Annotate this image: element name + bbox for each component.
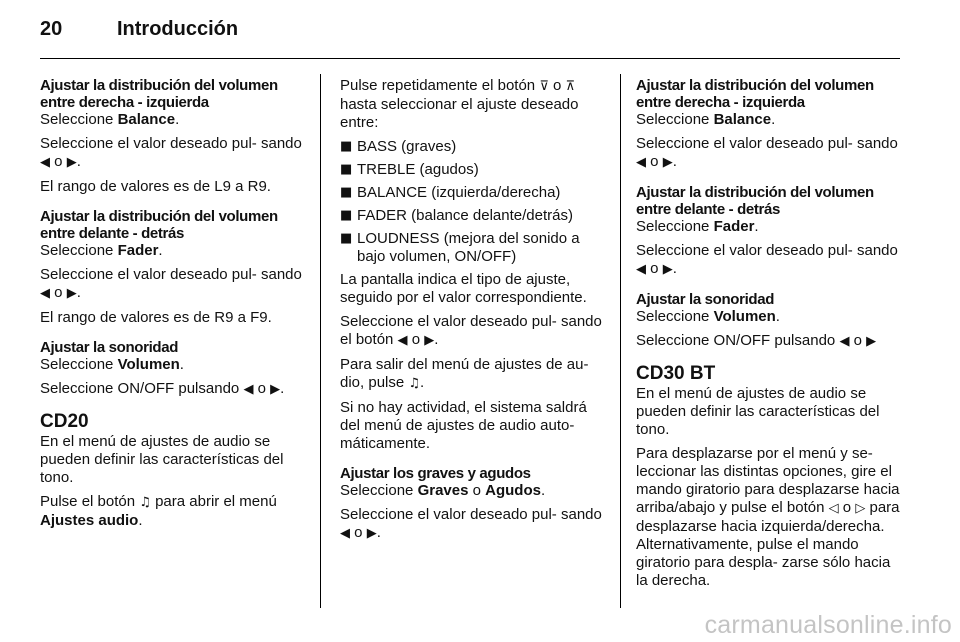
list-item: ■ FADER (balance delante/detrás) — [340, 207, 573, 224]
page-number: 20 — [40, 18, 63, 40]
arrow-left-icon: ◀ — [340, 526, 350, 541]
list-item: ■ TREBLE (agudos) — [340, 161, 479, 178]
paragraph: Seleccione Balance. — [40, 111, 180, 128]
arrow-left-icon: ◀ — [397, 333, 408, 348]
column-1 — [40, 77, 308, 536]
list-item: ■ LOUDNESS (mejora del sonido a bajo volumen, ON/OFF) — [340, 230, 580, 265]
heading-loudness: Ajustar la sonoridad — [40, 339, 179, 356]
paragraph: Seleccione ON/OFF pulsando ◀ o ▶. — [40, 380, 285, 397]
paragraph: Seleccione el valor deseado pul- sando ◀ o ▶. — [636, 135, 898, 170]
paragraph: La pantalla indica el tipo de ajuste, seguido por el valor correspondiente. — [340, 271, 587, 306]
paragraph: Seleccione el valor deseado pul- sando ◀ o ▶. — [636, 242, 898, 277]
paragraph: Seleccione el valor deseado pul- sando el botón ◀ o ▶. — [340, 313, 602, 348]
arrow-right-icon: ▶ — [366, 526, 377, 541]
section-title-cd20: CD20 — [40, 411, 89, 432]
heading-balance: Ajustar la distribución del volumen entre derecha - izquierda — [636, 77, 874, 111]
arrow-left-icon: ◀ — [839, 334, 850, 349]
paragraph: Seleccione Fader. — [40, 242, 163, 259]
arrow-right-icon: ▶ — [662, 155, 673, 170]
paragraph: Seleccione el valor deseado pul- sando ◀ o ▶. — [340, 506, 602, 541]
column-2 — [340, 77, 608, 549]
audio-icon: ♫ — [139, 495, 151, 510]
arrow-right-icon: ▶ — [866, 334, 877, 349]
list-item: ■ BALANCE (izquierda/derecha) — [340, 184, 561, 201]
paragraph: Seleccione el valor deseado pul- sando ◀ o ▶. — [40, 266, 302, 301]
arrow-right-icon: ▶ — [424, 333, 435, 348]
paragraph: Para desplazarse por el menú y se- leccionar las distintas opciones, gire el mando giratorio para desplazarse hacia arriba/abajo y pulse el botón ◁ o ▷ para desplazarse hacia izquierda/derecha. Alternativamente, pulse el mando giratorio para despla- zarse sólo hacia la derecha. — [636, 445, 900, 589]
paragraph: El rango de valores es de L9 a R9. — [40, 178, 271, 195]
column-3 — [636, 77, 904, 596]
paragraph: Seleccione Fader. — [636, 218, 759, 235]
arrow-left-icon: ◀ — [636, 262, 646, 277]
arrow-left-icon: ◀ — [40, 155, 50, 170]
arrow-left-icon: ◀ — [40, 286, 50, 301]
page-title: Introducción — [117, 18, 239, 40]
bullet-icon: ■ — [340, 139, 353, 154]
paragraph: El rango de valores es de R9 a F9. — [40, 309, 272, 326]
paragraph: Si no hay actividad, el sistema saldrá del menú de ajustes de audio auto- máticamente. — [340, 399, 587, 452]
paragraph: Seleccione ON/OFF pulsando ◀ o ▶ — [636, 332, 877, 349]
tone-up-icon: ⊼ — [565, 79, 576, 94]
arrow-right-icon: ▶ — [662, 262, 673, 277]
header-rule — [40, 58, 900, 59]
paragraph: Seleccione el valor deseado pul- sando ◀ o ▶. — [40, 135, 302, 170]
arrow-right-icon: ▶ — [66, 155, 77, 170]
paragraph: Seleccione Graves o Agudos. — [340, 482, 546, 499]
audio-icon: ♫ — [408, 376, 421, 391]
heading-fader: Ajustar la distribución del volumen entre delante - detrás — [636, 184, 874, 218]
list-item: ■ BASS (graves) — [340, 138, 457, 155]
heading-bass-treble: Ajustar los graves y agudos — [340, 465, 531, 482]
settings-list — [340, 138, 608, 266]
section-title-cd30-bt: CD30 BT — [636, 363, 716, 384]
paragraph: Para salir del menú de ajustes de au- dio, pulse ♫. — [340, 356, 589, 391]
column-divider-2 — [620, 74, 621, 608]
bullet-icon: ■ — [340, 208, 353, 223]
arrow-right-icon: ▶ — [66, 286, 77, 301]
heading-fader: Ajustar la distribución del volumen entre delante - detrás — [40, 208, 278, 242]
heading-loudness: Ajustar la sonoridad — [636, 291, 775, 308]
paragraph: Seleccione Volumen. — [636, 308, 780, 325]
paragraph: Pulse el botón ♫ para abrir el menú Ajustes audio. — [40, 493, 277, 529]
arrow-left-icon: ◀ — [636, 155, 646, 170]
tone-down-icon: ⊽ — [539, 79, 549, 94]
nav-left-icon: ◁ — [828, 501, 839, 516]
nav-right-icon: ▷ — [855, 501, 866, 516]
paragraph: Pulse repetidamente el botón ⊽ o ⊼ hasta seleccionar el ajuste deseado entre: — [340, 77, 579, 131]
bullet-icon: ■ — [340, 185, 353, 200]
heading-balance: Ajustar la distribución del volumen entre derecha - izquierda — [40, 77, 278, 111]
paragraph: En el menú de ajustes de audio se pueden definir las características del tono. — [636, 385, 880, 438]
paragraph: Seleccione Volumen. — [40, 356, 184, 373]
bullet-icon: ■ — [340, 231, 353, 246]
arrow-right-icon: ▶ — [270, 382, 281, 397]
arrow-left-icon: ◀ — [243, 382, 254, 397]
paragraph: En el menú de ajustes de audio se pueden definir las características del tono. — [40, 433, 284, 486]
bullet-icon: ■ — [340, 162, 353, 177]
watermark: carmanualsonline.info — [704, 611, 952, 639]
paragraph: Seleccione Balance. — [636, 111, 776, 128]
column-divider-1 — [320, 74, 321, 608]
